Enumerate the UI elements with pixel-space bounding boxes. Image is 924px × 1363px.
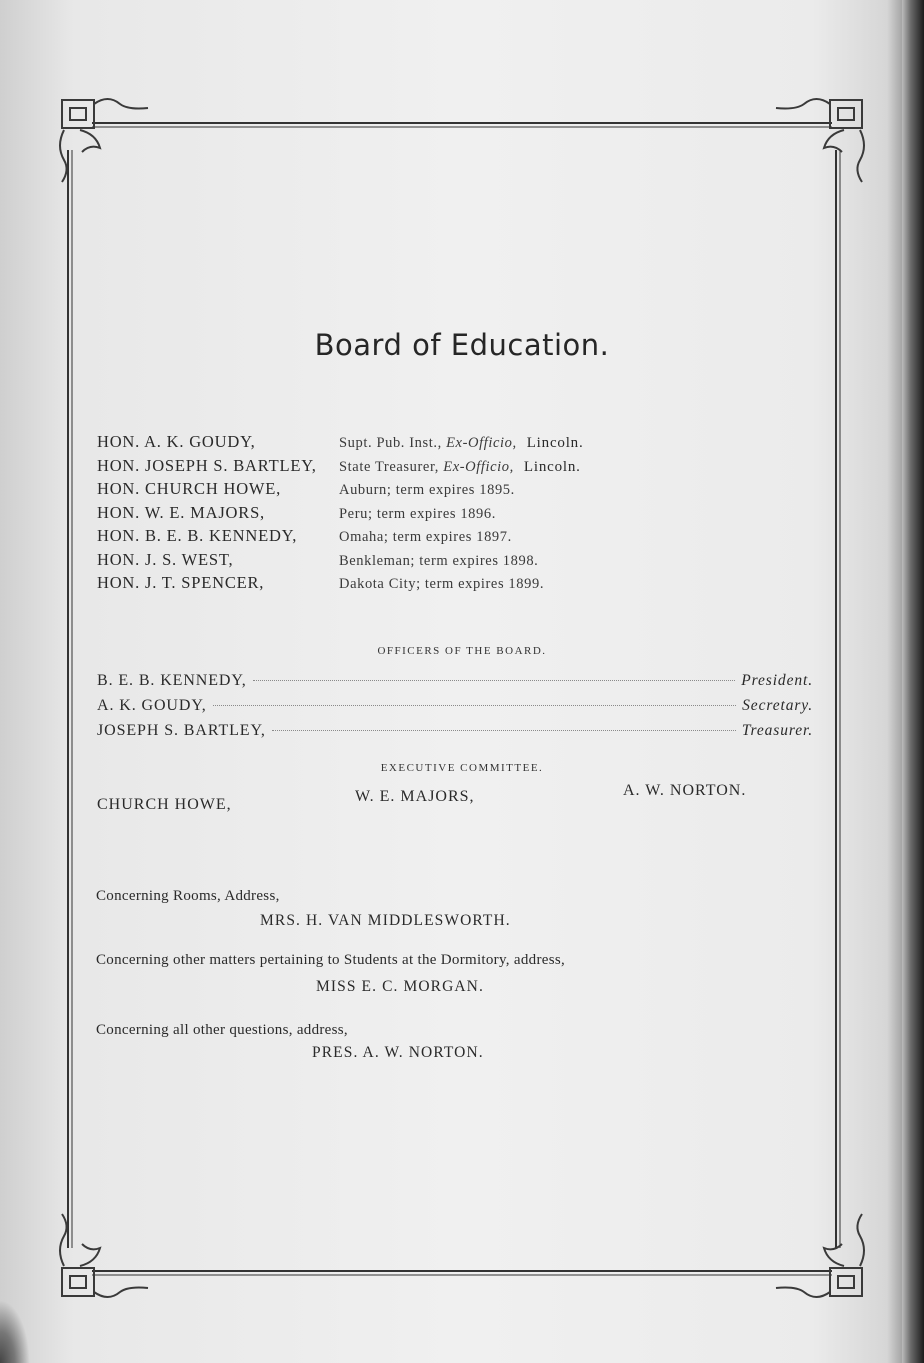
member-city: Lincoln. <box>526 435 584 451</box>
officer-title: President. <box>741 672 813 689</box>
officer-title: Secretary. <box>742 697 813 714</box>
member-role <box>339 553 538 570</box>
member-role-text: Peru; term expires 1896. <box>339 505 496 522</box>
member-role-italic: Ex-Officio, <box>446 435 517 451</box>
committee-member: CHURCH HOWE, <box>97 796 232 813</box>
member-role-text: Auburn; term expires 1895. <box>339 482 515 498</box>
executive-heading: EXECUTIVE COMMITTEE. <box>380 762 544 774</box>
corner-ornament-top-right <box>776 99 864 182</box>
officer-name: JOSEPH S. BARTLEY, <box>97 722 266 739</box>
member-role-italic: Ex-Officio, <box>443 458 514 475</box>
contact-label: Concerning Rooms, Address, <box>96 888 280 904</box>
member-row <box>97 456 817 480</box>
member-role-text: Dakota City; term expires 1899. <box>339 576 545 592</box>
member-row <box>97 503 817 527</box>
member-name: HON. A. K. GOUDY, <box>97 432 256 451</box>
member-row <box>97 526 817 550</box>
officers-list <box>97 672 813 747</box>
member-role-text: Omaha; term expires 1897. <box>339 529 512 545</box>
member-name: HON. W. E. MAJORS, <box>97 502 265 522</box>
member-role <box>339 529 512 546</box>
contact-name: MISS E. C. MORGAN. <box>316 978 484 995</box>
contact-name: PRES. A. W. NORTON. <box>312 1044 484 1061</box>
officer-row <box>97 672 813 697</box>
member-row <box>97 432 817 456</box>
member-role-text: State Treasurer, <box>339 458 444 475</box>
member-role <box>339 482 515 499</box>
leader-dots <box>272 730 736 731</box>
member-role <box>339 506 496 523</box>
committee-member: A. W. NORTON. <box>623 782 747 799</box>
officer-name: B. E. B. KENNEDY, <box>97 672 247 689</box>
member-role <box>339 459 514 476</box>
member-name: HON. CHURCH HOWE, <box>97 479 282 498</box>
board-members-list <box>97 432 817 597</box>
member-name: HON. J. T. SPENCER, <box>97 573 265 592</box>
contact-name: MRS. H. VAN MIDDLESWORTH. <box>260 912 511 929</box>
contact-label: Concerning other matters pertaining to Students at the Dormitory, address, <box>96 952 566 968</box>
officer-name: A. K. GOUDY, <box>97 697 207 714</box>
officer-row <box>97 722 813 747</box>
officer-title: Treasurer. <box>741 722 813 739</box>
member-row <box>97 479 817 503</box>
member-name: HON. JOSEPH S. BARTLEY, <box>97 455 317 475</box>
page-title: Board of Education. <box>314 328 610 362</box>
member-role-text: Benkleman; term expires 1898. <box>339 552 539 569</box>
member-name: HON. J. S. WEST, <box>97 549 234 569</box>
member-role-text: Supt. Pub. Inst., <box>339 435 447 451</box>
member-role <box>339 435 517 452</box>
leader-dots <box>253 680 736 681</box>
member-name: HON. B. E. B. KENNEDY, <box>97 526 298 545</box>
member-row <box>97 550 817 574</box>
corner-ornament-bottom-right <box>776 1214 864 1297</box>
member-role <box>339 576 544 593</box>
contact-label: Concerning all other questions, address, <box>96 1022 348 1038</box>
member-city: Lincoln. <box>523 458 581 475</box>
corner-ornament-top-left <box>60 99 148 182</box>
committee-member: W. E. MAJORS, <box>355 788 475 805</box>
corner-ornament-bottom-left <box>60 1214 148 1297</box>
officers-heading: OFFICERS OF THE BOARD. <box>377 645 547 657</box>
officer-row <box>97 697 813 722</box>
member-row <box>97 573 817 597</box>
leader-dots <box>213 705 737 706</box>
